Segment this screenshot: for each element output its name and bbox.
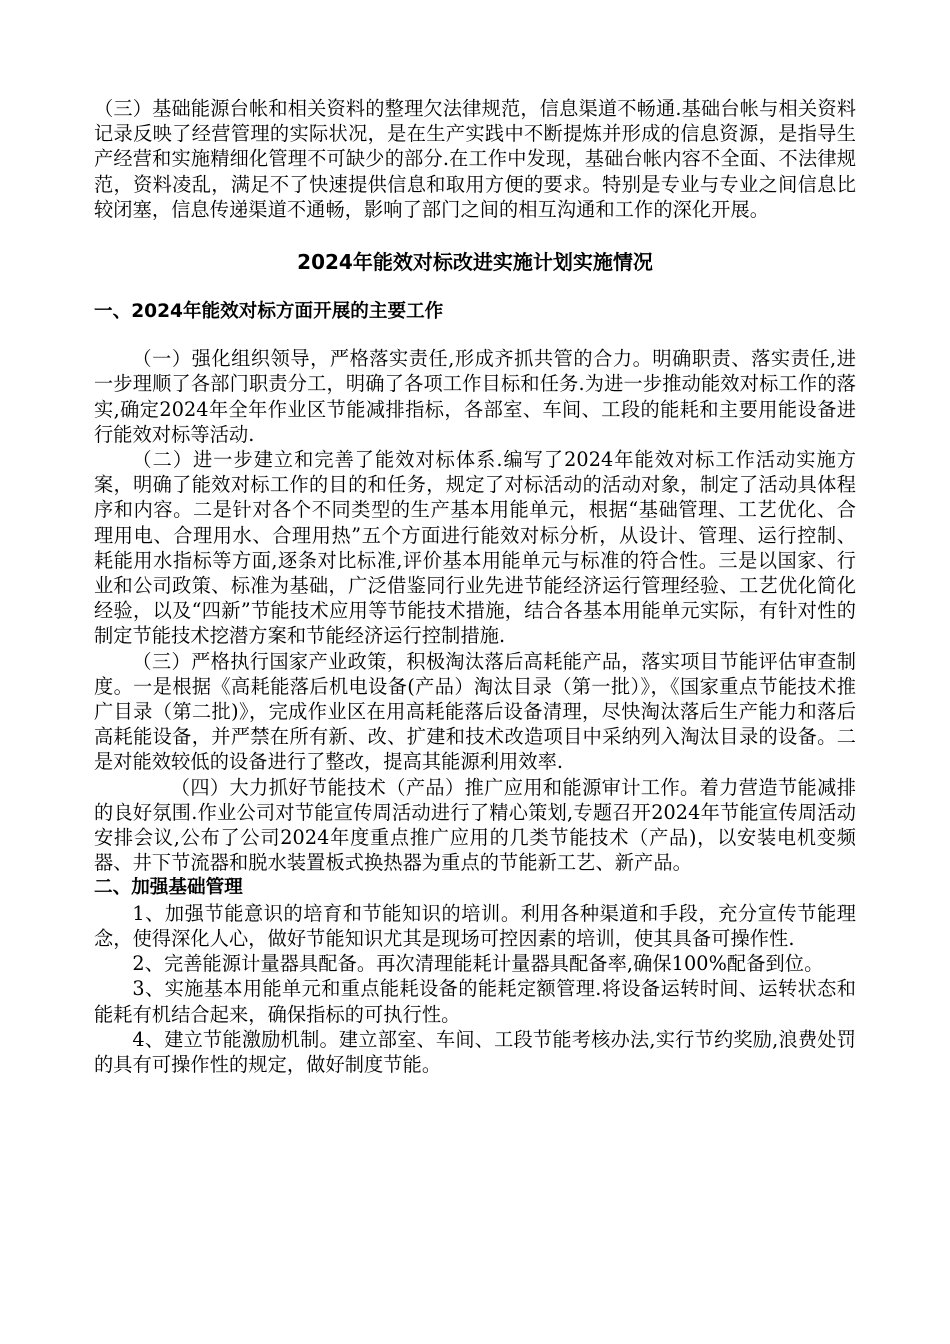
- section2-paragraph-2: 2、完善能源计量器具配备。再次清理能耗计量器具配备率,确保100%配备到位。: [132, 952, 824, 976]
- section-heading-main-work: 一、2024年能效对标方面开展的主要工作: [94, 301, 444, 323]
- section1-paragraph-1: （一）强化组织领导，严格落实责任,形成齐抓共管的合力。明确职责、落实责任,进一步理顺了各部门职责分工，明确了各项工作目标和任务.为进一步推动能效对标工作的落实,确定2024年全年作业区节能减排指标，各部室、车间、工段的能耗和主要用能设备进行能效对标等活动.: [94, 347, 856, 446]
- section1-paragraph-2: （二）进一步建立和完善了能效对标体系.编写了2024年能效对标工作活动实施方案，明确了能效对标工作的目的和任务，规定了对标活动的活动对象，制定了活动具体程序和内容。二是针对各个不同类型的生产基本用能单元，根据“基础管理、工艺优化、合理用电、合理用水、合理用热”五个方面进行能效对标分析，从设计、管理、运行控制、耗能用水指标等方面,逐条对比标准,评价基本用能单元与标准的符合性。三是以国家、行业和公司政策、标准为基础，广泛借鉴同行业先进节能经济运行管理经验、工艺优化简化经验，以及“四新”节能技术应用等节能技术措施，结合各基本用能单元实际，有针对性的制定节能技术挖潜方案和节能经济运行控制措施.: [94, 448, 856, 648]
- section1-paragraph-4: （四）大力抓好节能技术（产品）推广应用和能源审计工作。着力营造节能减排的良好氛围.作业公司对节能宣传周活动进行了精心策划,专题召开2024年节能宣传周活动安排会议,公布了公司2024年度重点推广应用的几类节能技术（产品)，以安装电机变频器、井下节流器和脱水装置板式换热器为重点的节能新工艺、新产品。: [94, 775, 856, 875]
- section2-paragraph-1: 1、加强节能意识的培育和节能知识的培训。利用各种渠道和手段，充分宣传节能理念，使得深化人心，做好节能知识尤其是现场可控因素的培训，使其具备可操作性.: [94, 901, 856, 950]
- section1-paragraph-3: （三）严格执行国家产业政策，积极淘汰落后高耗能产品，落实项目节能评估审查制度。一是根据《高耗能落后机电设备(产品）淘汰目录（第一批）》，《国家重点节能技术推广目录（第二批)》，完成作业区在用高耗能落后设备清理，尽快淘汰落后生产能力和落后高耗能设备，并严禁在所有新、改、扩建和技术改造项目中采纳列入淘汰目录的设备。二是对能效较低的设备进行了整改，提高其能源利用效率.: [94, 649, 856, 774]
- section2-paragraph-3: 3、实施基本用能单元和重点能耗设备的能耗定额管理.将设备运转时间、运转状态和能耗有机结合起来，确保指标的可执行性。: [94, 977, 856, 1026]
- section2-paragraph-4: 4、建立节能激励机制。建立部室、车间、工段节能考核办法,实行节约奖励,浪费处罚的具有可操作性的规定，做好制度节能。: [94, 1027, 856, 1076]
- document-page: [94, 96, 856, 1077]
- intro-paragraph: （三）基础能源台帐和相关资料的整理欠法律规范，信息渠道不畅通.基础台帐与相关资料记录反映了经营管理的实际状况，是在生产实践中不断提炼并形成的信息资源，是指导生产经营和实施精细化管理不可缺少的部分.在工作中发现，基础台帐内容不全面、不法律规范，资料凌乱，满足不了快速提供信息和取用方便的要求。特别是专业与专业之间信息比较闭塞，信息传递渠道不通畅，影响了部门之间的相互沟通和工作的深化开展。: [94, 97, 856, 221]
- document-title: 2024年能效对标改进实施计划实施情况: [297, 250, 653, 275]
- section-heading-basic-management: 二、加强基础管理: [94, 877, 243, 899]
